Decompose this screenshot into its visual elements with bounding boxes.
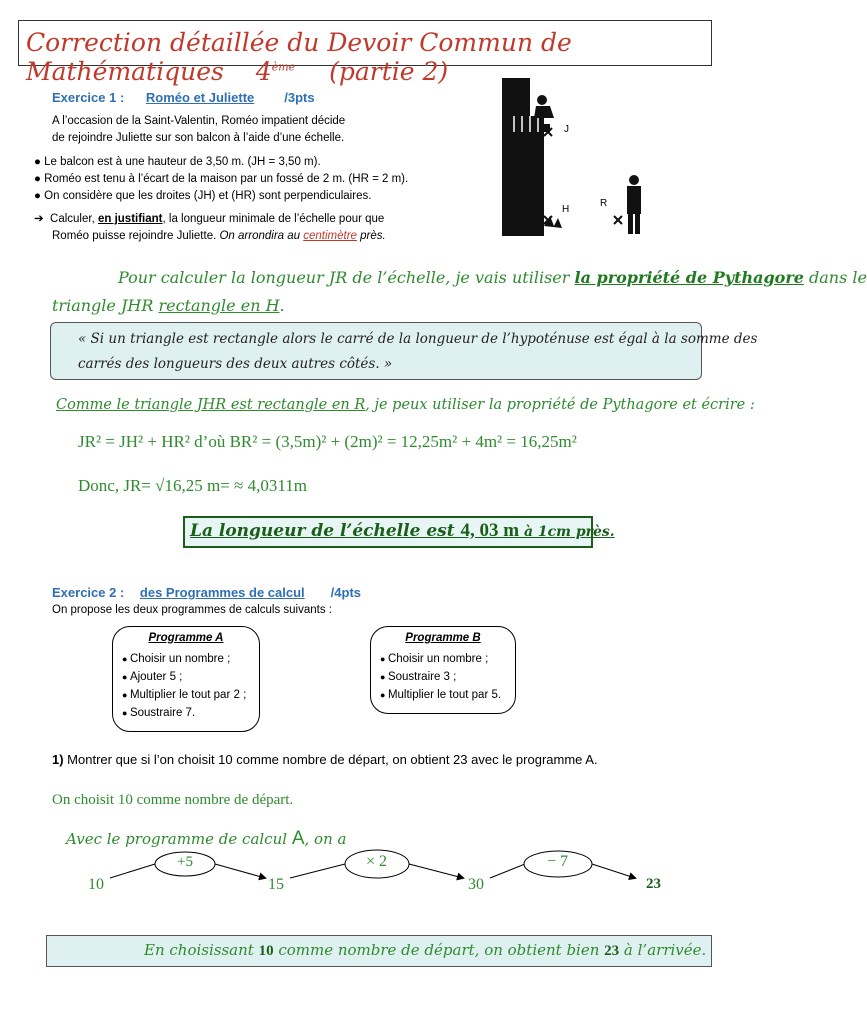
pythagore-theorem-text: « Si un triangle est rectangle alors le carré de la longueur de l’hypoténuse est égal à la somme des carrés des longueurs des deux autres côtés. » xyxy=(78,331,758,372)
chain-value-10: 10 xyxy=(88,876,104,893)
list-item: ● Multiplier le tout par 5. xyxy=(380,686,515,704)
list-item: ● Soustraire 3 ; xyxy=(380,668,515,686)
result-text: La longueur de l’échelle est 4, 03 m à 1cm près. xyxy=(190,520,615,541)
operation-times-2: × 2 xyxy=(366,853,388,870)
answer-line1: On choisit 10 comme nombre de départ. xyxy=(52,792,294,808)
question-1: 1) Montrer que si l’on choisit 10 comme nombre de départ, on obtient 23 avec le programme A. xyxy=(52,752,598,767)
point-r-label: R xyxy=(600,198,608,209)
chain-value-23: 23 xyxy=(646,876,661,892)
solution1-line2: triangle JHR rectangle en H. xyxy=(52,296,285,315)
exercise1-bullets xyxy=(34,154,494,205)
program-a-box xyxy=(112,626,260,732)
exercise2-heading: Exercice 2 : des Programmes de calcul /4pts xyxy=(52,585,361,600)
exercise1-heading: Exercice 1 : Roméo et Juliette /3pts xyxy=(52,90,315,105)
calculation-chain xyxy=(80,842,680,902)
operation-plus-5: +5 xyxy=(177,854,193,870)
solution1-line1: Pour calculer la longueur JR de l’échelle, je vais utiliser la propriété de Pythagore dans le xyxy=(118,268,867,287)
answer-line2: Avec le programme de calcul A, on a xyxy=(66,828,347,849)
chain-value-15: 15 xyxy=(268,876,284,893)
arrow-icon: ➔ xyxy=(34,213,44,225)
list-item: ● Choisir un nombre ; xyxy=(380,650,515,668)
romeo-juliette-illustration xyxy=(500,76,662,236)
conclusion-text: En choisissant 10 comme nombre de départ, on obtient bien 23 à l’arrivée. xyxy=(144,941,707,959)
list-item: ● Le balcon est à une hauteur de 3,50 m. (JH = 3,50 m). xyxy=(34,156,321,168)
program-a-title: Programme A xyxy=(148,632,224,644)
point-j-label: J xyxy=(564,124,569,135)
operation-minus-7: − 7 xyxy=(547,853,569,870)
program-b-box xyxy=(370,626,516,714)
list-item: ● Multiplier le tout par 2 ; xyxy=(122,686,259,704)
list-item: ● Choisir un nombre ; xyxy=(122,650,259,668)
title-main: Correction détaillée du Devoir Commun de Mathématiques xyxy=(26,28,572,86)
program-b-title: Programme B xyxy=(405,632,481,644)
ladder-length-calculation: Donc, JR= √16,25 m= ≈ 4,0311m xyxy=(78,476,307,495)
title-level: 4ème xyxy=(255,57,296,86)
chain-value-30: 30 xyxy=(468,876,484,893)
solution1-line3: Comme le triangle JHR est rectangle en R, je peux utiliser la propriété de Pythagore et écrire : xyxy=(56,397,755,413)
list-item: ● Ajouter 5 ; xyxy=(122,668,259,686)
exercise2-intro: On propose les deux programmes de calculs suivants : xyxy=(52,604,332,616)
exercise1-intro: A l’occasion de la Saint-Valentin, Roméo impatient décide de rejoindre Juliette sur son balcon à l’aide d’une échelle. xyxy=(52,115,346,144)
pythagore-equation: JR² = JH² + HR² d’où BR² = (3,5m)² + (2m)² = 12,25m² + 4m² = 16,25m² xyxy=(78,432,577,451)
title-part: (partie 2) xyxy=(329,57,449,86)
list-item: ● On considère que les droites (JH) et (HR) sont perpendiculaires. xyxy=(34,190,372,202)
list-item: ● Roméo est tenu à l’écart de la maison par un fossé de 2 m. (HR = 2 m). xyxy=(34,173,409,185)
list-item: ● Soustraire 7. xyxy=(122,704,259,722)
point-h-label: H xyxy=(562,204,570,215)
exercise1-task: ➔ Calculer, en justifiant, la longueur minimale de l’échelle pour que Roméo puisse rejoindre Juliette. On arrondira au centimètre près. xyxy=(34,213,386,242)
